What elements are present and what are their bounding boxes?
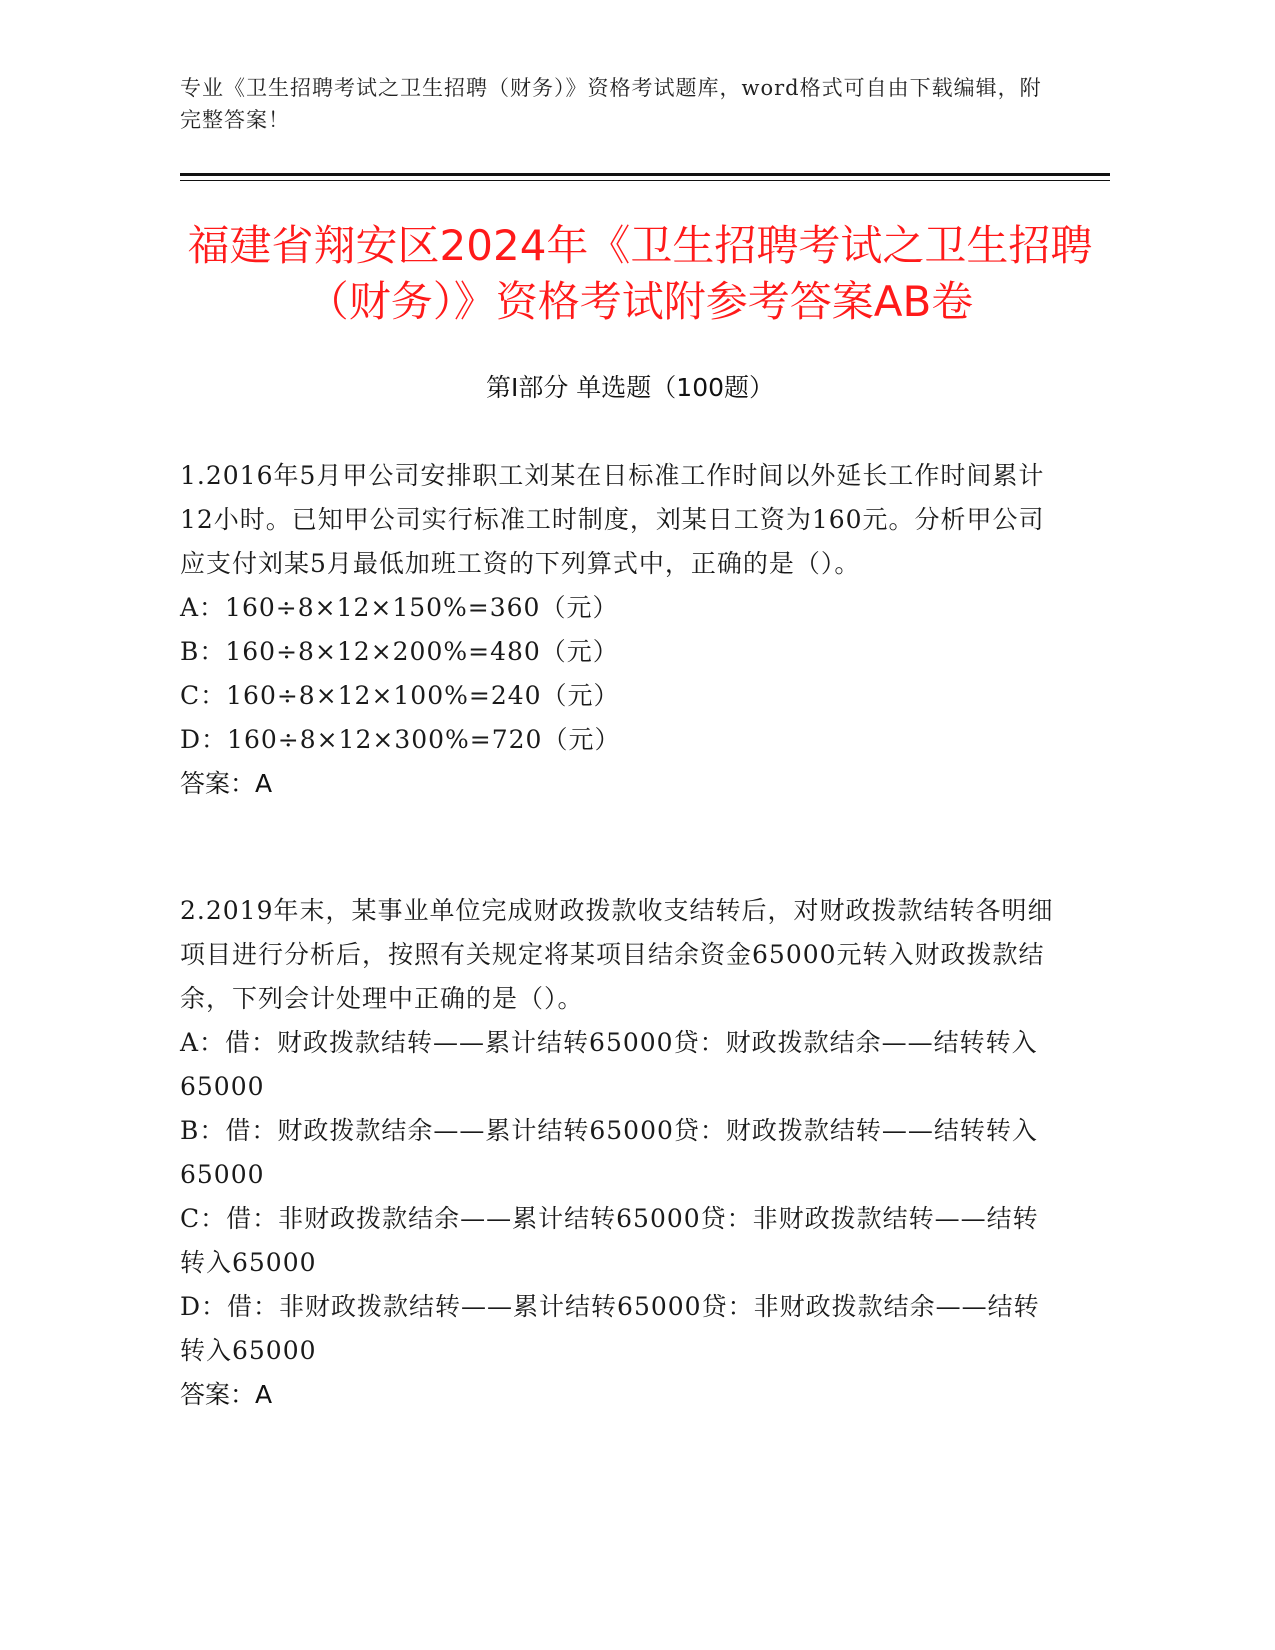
question-stem: 1.2016年5月甲公司安排职工刘某在日标准工作时间以外延长工作时间累计12小时。已知甲公司实行标准工时制度，刘某日工资为160元。分析甲公司应支付刘某5月最低加班工资的下列算式中，正确的是（）。 xyxy=(180,461,1045,578)
option-b: B：160÷8×12×200%=480（元） xyxy=(180,637,619,666)
question-stem: 2.2019年末，某事业单位完成财政拨款收支结转后，对财政拨款结转各明细项目进行分析后，按照有关规定将某项目结余资金65000元转入财政拨款结余，下列会计处理中正确的是（）。 xyxy=(180,896,1054,1013)
option-c: C：借：非财政拨款结余——累计结转65000贷：非财政拨款结转——结转转入65000 xyxy=(180,1204,1039,1277)
answer: 答案：A xyxy=(180,769,273,798)
header-divider-thin xyxy=(180,180,1110,181)
answer: 答案：A xyxy=(180,1380,273,1409)
section-title: 第Ⅰ部分 单选题（100题） xyxy=(485,373,775,402)
option-a: A：160÷8×12×150%=360（元） xyxy=(180,593,619,622)
question-2 xyxy=(180,889,1060,1417)
option-c: C：160÷8×12×100%=240（元） xyxy=(180,681,620,710)
question-1 xyxy=(180,454,1060,806)
option-d: D：160÷8×12×300%=720（元） xyxy=(180,725,621,754)
option-a: A：借：财政拨款结转——累计结转65000贷：财政拨款结余——结转转入65000 xyxy=(180,1028,1038,1101)
header-note: 专业《卫生招聘考试之卫生招聘（财务）》资格考试题库，word格式可自由下载编辑，附完整答案！ xyxy=(180,76,1042,132)
option-b: B：借：财政拨款结余——累计结转65000贷：财政拨款结转——结转转入65000 xyxy=(180,1116,1038,1189)
header-divider-thick xyxy=(180,173,1110,176)
document-title: 福建省翔安区2024年《卫生招聘考试之卫生招聘（财务）》资格考试附参考答案AB卷 xyxy=(187,221,1093,326)
option-d: D：借：非财政拨款结转——累计结转65000贷：非财政拨款结余——结转转入65000 xyxy=(180,1292,1040,1365)
